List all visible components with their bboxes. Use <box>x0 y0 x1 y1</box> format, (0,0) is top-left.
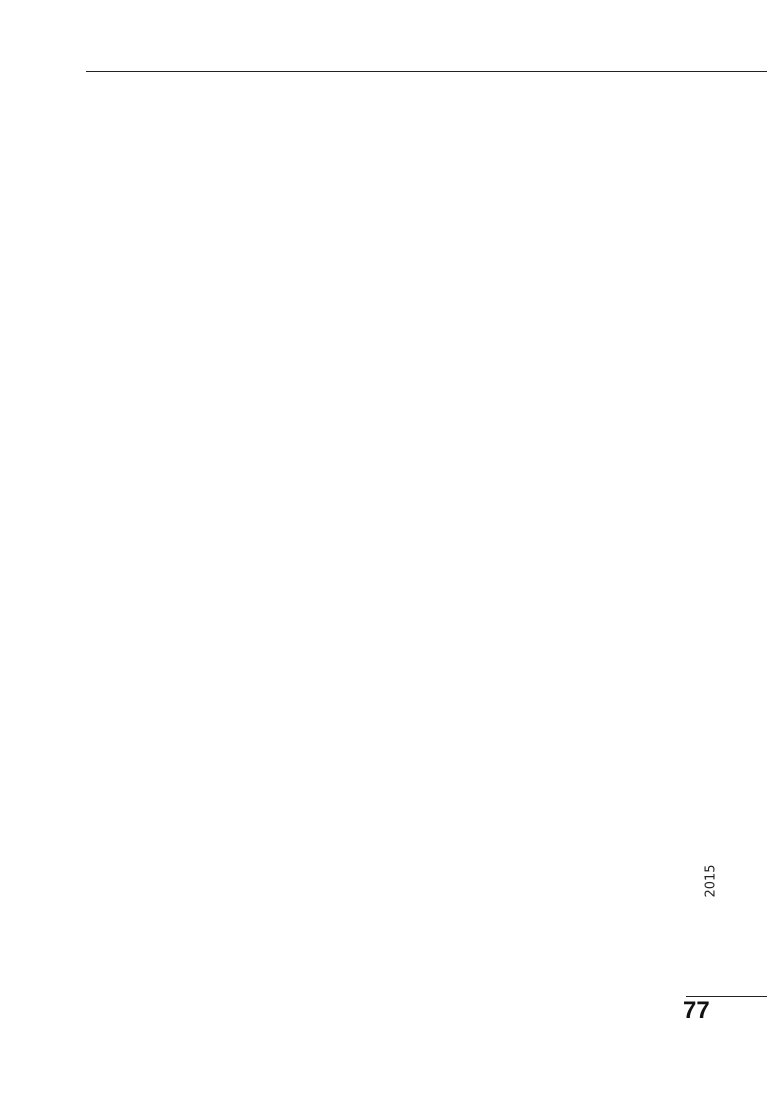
page-number: 77 <box>683 997 710 1024</box>
issue-date: 2015 <box>703 864 719 898</box>
magazine-side-brand <box>694 826 728 1022</box>
article-body <box>84 86 680 1036</box>
header-rule <box>86 71 767 72</box>
issue-date-block <box>694 826 728 1022</box>
